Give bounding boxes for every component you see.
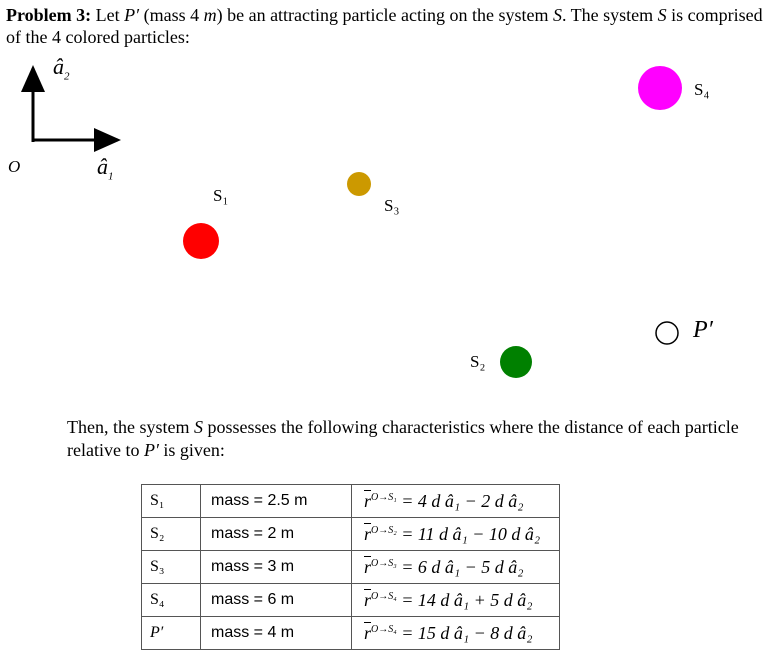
mass-value: mass = 3 m [211, 558, 295, 575]
mass-unit: m [203, 5, 217, 25]
label-S2: S₂ [470, 352, 486, 371]
position-value: = 4 d â₁ − 2 d â₂ [401, 490, 524, 511]
table-row [142, 584, 560, 617]
characteristics-paragraph [67, 416, 757, 462]
a2-label [53, 54, 70, 82]
origin-label: O [8, 157, 21, 176]
particle-name-cell [142, 551, 201, 584]
problem-label: Problem 3: [6, 5, 92, 25]
a2-subscript: 2 [64, 70, 70, 83]
p-prime-symbol: P′ [124, 5, 140, 25]
particle-name-cell [142, 485, 201, 518]
particle-table [141, 484, 560, 650]
table-row [142, 551, 560, 584]
position-vector-symbol: $\overline{r}$ [364, 622, 372, 643]
mass-cell [201, 584, 352, 617]
particle-name: S₁ [150, 492, 165, 509]
position-superscript: O→S₁ [371, 491, 397, 503]
particle-S1 [183, 223, 219, 259]
paragraph-text: is given: [158, 440, 225, 460]
position-vector-symbol: $\overline{r}$ [364, 490, 372, 511]
problem-text: ) be an attracting particle acting on the system [216, 5, 553, 25]
position-superscript: O→S₄ [371, 623, 397, 635]
mass-value: mass = 6 m [211, 591, 295, 608]
label-p-prime: P′ [693, 317, 713, 343]
mass-cell [201, 518, 352, 551]
mass-cell [201, 485, 352, 518]
particle-name: P′ [150, 624, 164, 641]
problem-text: Let [95, 5, 125, 25]
label-S3: S₃ [384, 196, 400, 215]
a1-subscript: 1 [108, 170, 114, 183]
table-row [142, 518, 560, 551]
label-S1: S₁ [213, 186, 229, 205]
system-symbol: S [552, 5, 562, 25]
particle-name: S₃ [150, 558, 165, 575]
system-symbol: S [657, 5, 667, 25]
position-vector-symbol: $\overline{r}$ [364, 589, 372, 610]
position-superscript: O→S₂ [371, 524, 397, 536]
problem-text: is comprised of the 4 colored particles: [6, 5, 763, 47]
position-vector-symbol: $\overline{r}$ [364, 523, 372, 544]
position-vector-symbol: $\overline{r}$ [364, 556, 372, 577]
particle-name: S₂ [150, 525, 165, 542]
particle-name-cell [142, 617, 201, 650]
particle-name-cell [142, 584, 201, 617]
position-value: = 11 d â₁ − 10 d â₂ [401, 523, 541, 544]
particle-S3 [347, 172, 371, 196]
mass-value: mass = 2 m [211, 525, 295, 542]
paragraph-text: possesses the following characteristics where the distance of each particle relative to [67, 417, 739, 460]
particle-S2 [500, 346, 532, 378]
position-cell [352, 551, 560, 584]
position-superscript: O→S₃ [371, 557, 397, 569]
position-value: = 14 d â₁ + 5 d â₂ [401, 589, 533, 610]
position-cell [352, 617, 560, 650]
table-row [142, 617, 560, 650]
position-superscript: O→S₄ [371, 590, 397, 602]
position-value: = 6 d â₁ − 5 d â₂ [401, 556, 524, 577]
mass-value: mass = 4 m [211, 624, 295, 641]
mass-cell [201, 617, 352, 650]
paragraph-text: Then, the system [67, 417, 194, 437]
label-S4: S₄ [694, 80, 710, 99]
a1-symbol: â [97, 154, 108, 179]
a1-label [97, 154, 114, 182]
position-cell [352, 584, 560, 617]
p-prime-symbol: P′ [143, 440, 159, 460]
problem-text: (mass 4 [139, 5, 204, 25]
position-cell [352, 518, 560, 551]
system-symbol: S [193, 417, 203, 437]
particle-p-prime [656, 322, 678, 344]
problem-text: . The system [561, 5, 658, 25]
position-cell [352, 485, 560, 518]
mass-value: mass = 2.5 m [211, 492, 308, 509]
table-row [142, 485, 560, 518]
mass-cell [201, 551, 352, 584]
a2-symbol: â [53, 54, 64, 79]
position-value: = 15 d â₁ − 8 d â₂ [401, 622, 533, 643]
particle-name: S₄ [150, 591, 165, 608]
particle-name-cell [142, 518, 201, 551]
particle-S4 [638, 66, 682, 110]
